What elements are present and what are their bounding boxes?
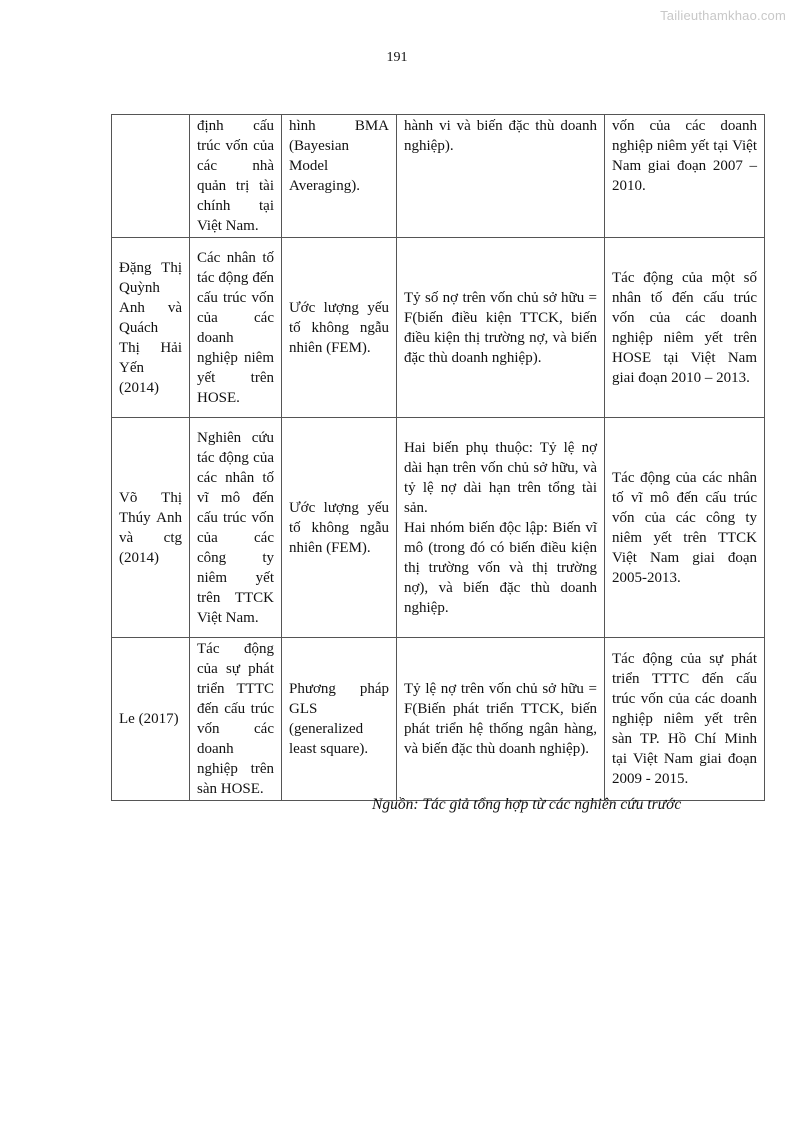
result-cell: Tác động của sự phát triển TTTC đến cấu trúc vốn của các doanh nghiệp niêm yết trên sàn TP. Hồ Chí Minh tại Việt Nam giai đoạn 2009 - 2015. [605,638,765,801]
result-cell: vốn của các doanh nghiệp niêm yết tại Việt Nam giai đoạn 2007 – 2010. [605,115,765,238]
independent-variables-text: Hai nhóm biến độc lập: Biến vĩ mô (trong đó có biến điều kiện thị trường vốn và thị trường nợ), và biến đặc thù doanh nghiệp. [404,519,597,616]
topic-cell: Các nhân tố tác động đến cấu trúc vốn của các doanh nghiệp niêm yết trên HOSE. [190,238,282,418]
method-cell: Ước lượng yếu tố không ngẫu nhiên (FEM). [282,238,397,418]
author-cell [112,115,190,238]
result-cell: Tác động của một số nhân tố đến cấu trúc vốn của các doanh nghiệp niêm yết trên HOSE tại Việt Nam giai đoạn 2010 – 2013. [605,238,765,418]
author-cell: Le (2017) [112,638,190,801]
author-cell: Đặng Thị Quỳnh Anh và Quách Thị Hải Yến (2014) [112,238,190,418]
variables-cell: Tỷ lệ nợ trên vốn chủ sở hữu = F(Biến phát triển TTCK, biến phát triển hệ thống ngân hàng, và biến đặc thù doanh nghiệp). [397,638,605,801]
variables-cell: hành vi và biến đặc thù doanh nghiệp). [397,115,605,238]
literature-review-table [111,114,765,801]
topic-cell: định cấu trúc vốn của các nhà quản trị tài chính tại Việt Nam. [190,115,282,238]
topic-cell: Nghiên cứu tác động của các nhân tố vĩ mô đến cấu trúc vốn của các công ty niêm yết trên TTCK Việt Nam. [190,418,282,638]
method-cell: hình BMA (Bayesian Model Averaging). [282,115,397,238]
method-cell: Ước lượng yếu tố không ngẫu nhiên (FEM). [282,418,397,638]
variables-cell: Tỷ số nợ trên vốn chủ sở hữu = F(biến điều kiện TTCK, biến điều kiện thị trường nợ, và biến đặc thù doanh nghiệp). [397,238,605,418]
watermark: Tailieuthamkhao.com [660,8,786,23]
source-note: Nguồn: Tác giả tổng hợp từ các nghiên cứu trước [372,796,682,813]
page-number: 191 [386,50,408,65]
table-row [112,115,765,238]
result-cell: Tác động của các nhân tố vĩ mô đến cấu trúc vốn của các công ty niêm yết trên TTCK Việt Nam giai đoạn 2005-2013. [605,418,765,638]
table-row [112,638,765,801]
table-row [112,418,765,638]
author-cell: Võ Thị Thúy Anh và ctg (2014) [112,418,190,638]
variables-cell [397,418,605,638]
method-cell: Phương pháp GLS (generalized least square). [282,638,397,801]
dependent-variables-text: Hai biến phụ thuộc: Tỷ lệ nợ dài hạn trên vốn chủ sở hữu, và tỷ lệ nợ dài hạn trên tổng tài sản. [404,439,597,516]
topic-cell: Tác động của sự phát triển TTTC đến cấu trúc vốn các doanh nghiệp trên sàn HOSE. [190,638,282,801]
table-row [112,238,765,418]
